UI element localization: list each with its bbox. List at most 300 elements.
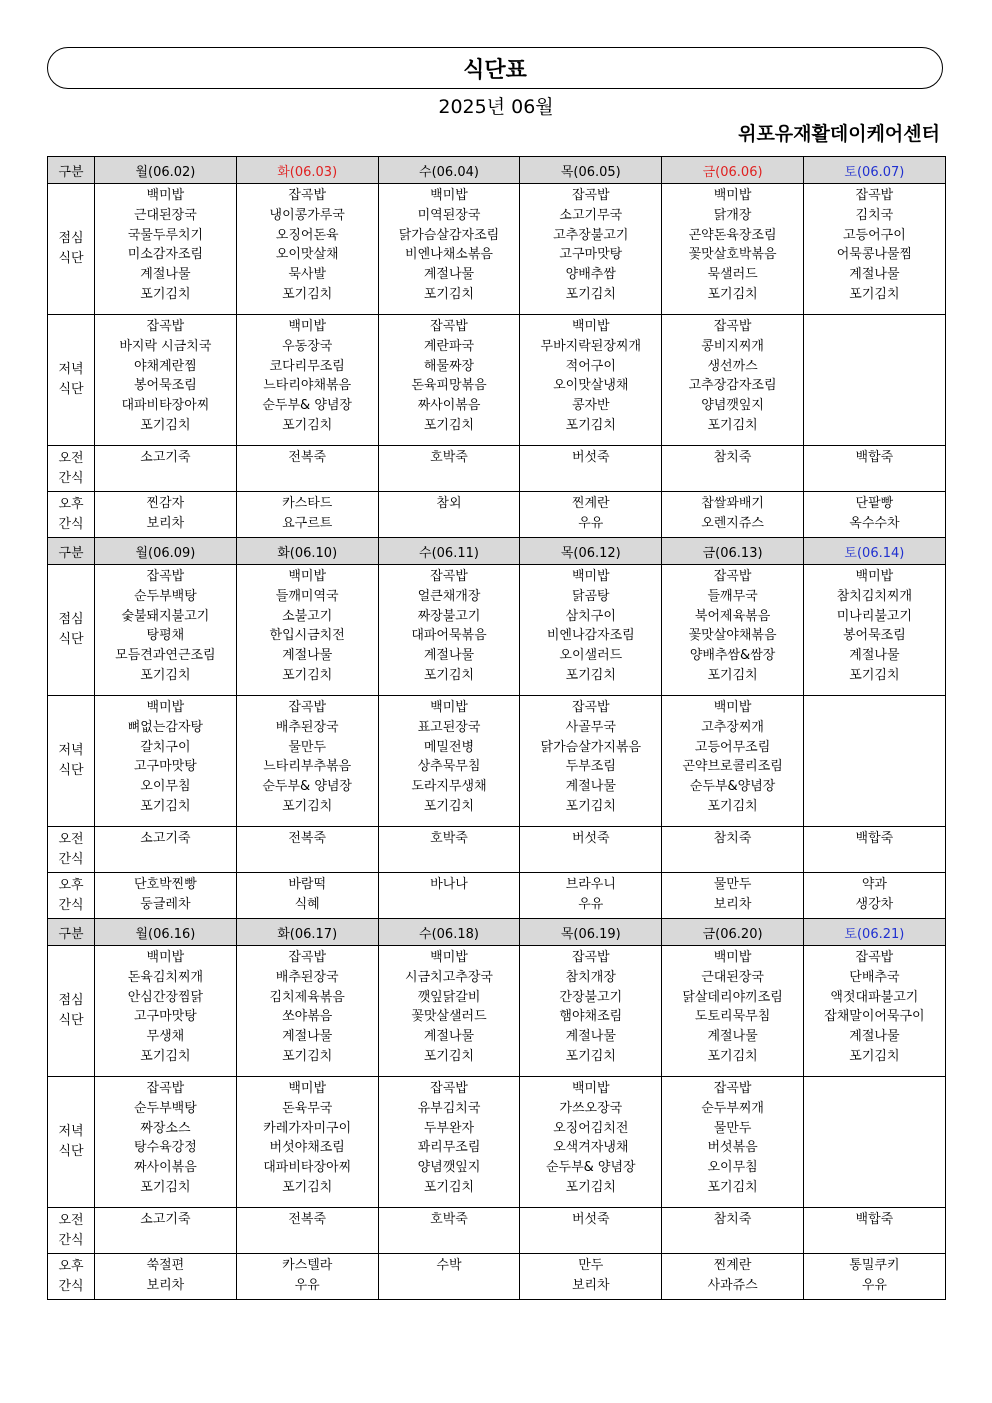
menu-item: 잡곡밥	[713, 319, 752, 334]
menu-item: 쑥절편	[146, 1258, 185, 1273]
menu-item: 바나나	[430, 877, 468, 892]
menu-item: 백미밥	[571, 1081, 610, 1096]
menu-item: 우유	[861, 1277, 887, 1293]
menu-item: 계절나물	[282, 1029, 333, 1045]
category-label: 구분	[48, 919, 95, 946]
menu-item: 계절나물	[423, 1029, 475, 1045]
dinner-label	[48, 1077, 95, 1208]
menu-item: 소불고기	[282, 608, 333, 624]
lunch-label	[48, 946, 95, 1077]
menu-item: 대파비타장아찌	[263, 1160, 352, 1176]
am-snack-cell	[803, 446, 945, 492]
lunch-cell	[803, 184, 945, 315]
menu-item: 포기김치	[423, 417, 475, 433]
menu-item: 포기김치	[140, 1179, 191, 1195]
am-snack-cell	[520, 446, 662, 492]
pm-snack-cell	[378, 1254, 520, 1300]
menu-item: 봉어묵조림	[842, 628, 906, 644]
menu-item: 호박죽	[430, 831, 468, 846]
pm-snack-cell	[520, 873, 662, 919]
menu-item: 우유	[578, 896, 604, 912]
menu-item: 잡곡밥	[146, 1081, 185, 1096]
menu-item: 느타리부추볶음	[263, 759, 352, 775]
menu-item: 숯불돼지불고기	[121, 608, 210, 624]
menu-item: 도토리묵무침	[694, 1009, 771, 1025]
menu-item: 계절나물	[849, 648, 900, 664]
menu-item: 백미밥	[571, 569, 610, 584]
pm-snack-row	[48, 873, 946, 919]
menu-item: 대파비타장아찌	[121, 398, 210, 414]
lunch-cell	[662, 184, 804, 315]
menu-item: 묵사발	[288, 267, 327, 283]
menu-item: 소고기무국	[559, 207, 623, 223]
menu-item: 느타리야채볶음	[263, 378, 352, 394]
dinner-cell	[803, 1077, 945, 1208]
pm-snack-label	[48, 492, 95, 538]
menu-item: 소고기죽	[140, 450, 191, 465]
lunch-cell	[520, 565, 662, 696]
menu-item: 잡곡밥	[288, 188, 327, 203]
menu-item: 순두부백탕	[134, 1100, 197, 1116]
dinner-cell	[236, 315, 378, 446]
menu-item: 순두부& 양념장	[262, 398, 352, 414]
am-snack-label-text: 오전	[58, 831, 84, 847]
menu-item: 들깨무국	[707, 588, 758, 604]
menu-item: 전복죽	[288, 1212, 327, 1227]
menu-item: 고추장불고기	[553, 227, 629, 243]
menu-item: 찹쌀꽈배기	[701, 496, 764, 511]
menu-item: 잡곡밥	[288, 950, 327, 965]
pm-snack-cell	[236, 873, 378, 919]
menu-item: 백미밥	[146, 700, 185, 715]
menu-item: 잡곡밥	[288, 700, 327, 715]
menu-item: 포기김치	[140, 798, 191, 814]
menu-item: 간장불고기	[559, 989, 623, 1005]
menu-item: 포기김치	[423, 286, 475, 302]
menu-item: 포기김치	[849, 1048, 900, 1064]
menu-item: 포기김치	[707, 1179, 758, 1195]
menu-item: 통밀쿠키	[849, 1258, 900, 1273]
menu-item: 김치국	[855, 207, 894, 223]
menu-item: 카레가자미구이	[263, 1120, 352, 1136]
am-snack-label-text: 간식	[58, 470, 84, 486]
menu-item: 콩자반	[571, 398, 610, 414]
menu-item: 포기김치	[565, 286, 616, 302]
menu-item: 들깨미역국	[275, 588, 339, 604]
menu-item: 백합죽	[855, 1212, 894, 1227]
day-header: 수(06.18)	[378, 919, 520, 946]
menu-item: 고추장찌개	[701, 719, 764, 735]
menu-item: 백미밥	[855, 569, 894, 584]
day-header: 화(06.17)	[236, 919, 378, 946]
menu-item: 갈치구이	[140, 739, 191, 755]
pm-snack-cell	[236, 1254, 378, 1300]
menu-item: 미역된장국	[417, 207, 481, 223]
pm-snack-cell	[378, 873, 520, 919]
am-snack-cell	[520, 827, 662, 873]
day-header: 토(06.14)	[803, 538, 945, 565]
dinner-cell	[520, 1077, 662, 1208]
menu-item: 포기김치	[423, 667, 475, 683]
menu-item: 포기김치	[707, 667, 758, 683]
menu-item: 순두부&양념장	[689, 779, 776, 795]
menu-item: 참치죽	[713, 831, 752, 846]
menu-item: 양념깻잎지	[701, 398, 764, 414]
dinner-label-text: 식단	[58, 763, 84, 778]
menu-item: 소고기죽	[140, 1212, 191, 1227]
day-header: 토(06.07)	[803, 157, 945, 184]
menu-item: 햄야채조림	[559, 1009, 623, 1025]
menu-item: 오이맛살냉채	[553, 378, 629, 394]
menu-item: 비엔나감자조림	[546, 628, 635, 644]
menu-item: 백미밥	[713, 700, 752, 715]
menu-item: 유부김치국	[417, 1100, 481, 1116]
menu-item: 계절나물	[707, 1029, 758, 1045]
day-header: 목(06.12)	[520, 538, 662, 565]
menu-item: 깻잎닭갈비	[417, 989, 481, 1005]
dinner-label-text: 저녁	[58, 743, 84, 759]
dinner-label	[48, 696, 95, 827]
dinner-cell	[520, 696, 662, 827]
am-snack-label-text: 간식	[58, 851, 84, 867]
pm-snack-cell	[520, 492, 662, 538]
center-name: 위포유재활데이케어센터	[738, 123, 940, 145]
am-snack-cell	[378, 827, 520, 873]
menu-item: 오이무침	[707, 1160, 758, 1176]
am-snack-label	[48, 827, 95, 873]
menu-item: 백미밥	[288, 569, 327, 584]
menu-item: 닭곰탕	[571, 588, 610, 604]
menu-item: 보리차	[146, 515, 185, 531]
menu-item: 고등어무조림	[694, 739, 771, 755]
menu-item: 야채계란찜	[134, 358, 197, 374]
lunch-cell	[520, 946, 662, 1077]
menu-item: 포기김치	[282, 667, 333, 683]
pm-snack-cell	[236, 492, 378, 538]
dinner-row	[48, 315, 946, 446]
day-header: 목(06.19)	[520, 919, 662, 946]
menu-item: 포기김치	[140, 417, 191, 433]
menu-item: 꽃맛살샐러드	[411, 1009, 487, 1025]
day-header: 목(06.05)	[520, 157, 662, 184]
lunch-label-text: 점심	[58, 231, 84, 247]
am-snack-cell	[95, 446, 237, 492]
day-header: 토(06.21)	[803, 919, 945, 946]
lunch-cell	[95, 184, 237, 315]
pm-snack-label-text: 오후	[58, 1258, 84, 1274]
dinner-cell	[236, 696, 378, 827]
lunch-label	[48, 184, 95, 315]
menu-item: 포기김치	[707, 1048, 758, 1064]
menu-item: 물만두	[288, 739, 327, 755]
menu-item: 소고기죽	[140, 831, 191, 846]
menu-item: 순두부& 양념장	[262, 779, 352, 795]
menu-item: 백미밥	[571, 319, 610, 334]
menu-item: 버섯죽	[571, 1212, 610, 1227]
am-snack-cell	[236, 446, 378, 492]
lunch-cell	[236, 565, 378, 696]
menu-item: 옥수수차	[849, 515, 900, 531]
lunch-cell	[378, 946, 520, 1077]
menu-item: 표고된장국	[417, 719, 481, 735]
am-snack-cell	[520, 1208, 662, 1254]
menu-item: 곤약돈육장조림	[688, 227, 777, 243]
menu-item: 포기김치	[140, 1048, 191, 1064]
menu-item: 백미밥	[713, 188, 752, 203]
lunch-row	[48, 565, 946, 696]
pm-snack-cell	[662, 873, 804, 919]
lunch-label-text: 식단	[58, 251, 84, 266]
menu-item: 김치제육볶음	[269, 989, 345, 1005]
pm-snack-cell	[803, 492, 945, 538]
menu-item: 계절나물	[140, 267, 191, 283]
menu-item: 순두부& 양념장	[545, 1160, 636, 1176]
menu-item: 양배추쌈	[565, 267, 616, 283]
menu-item: 단팥빵	[855, 496, 894, 511]
page-title: 식단표	[47, 47, 943, 89]
day-header: 수(06.04)	[378, 157, 520, 184]
menu-item: 오렌지쥬스	[701, 515, 764, 531]
dinner-cell	[803, 315, 945, 446]
menu-item: 닭가슴살가지볶음	[540, 739, 642, 755]
pm-snack-label	[48, 873, 95, 919]
menu-item: 찐계란	[571, 496, 610, 511]
menu-item: 잡곡밥	[571, 188, 610, 203]
menu-item: 사골무국	[565, 719, 616, 735]
day-header: 금(06.06)	[662, 157, 804, 184]
lunch-cell	[520, 184, 662, 315]
am-snack-cell	[378, 446, 520, 492]
am-snack-row	[48, 446, 946, 492]
pm-snack-label-text: 오후	[58, 877, 84, 893]
dinner-cell	[662, 696, 804, 827]
menu-item: 잡곡밥	[713, 569, 752, 584]
menu-item: 포기김치	[707, 798, 758, 814]
dinner-cell	[520, 315, 662, 446]
menu-item: 짜장불고기	[417, 608, 481, 624]
menu-item: 고구마맛탕	[559, 247, 623, 263]
menu-item: 고등어구이	[842, 227, 906, 243]
menu-item: 짜사이볶음	[134, 1160, 197, 1176]
menu-item: 잡곡밥	[430, 569, 468, 584]
menu-item: 짜장소스	[140, 1120, 191, 1136]
menu-item: 근대된장국	[134, 207, 197, 223]
am-snack-row	[48, 1208, 946, 1254]
dinner-row	[48, 696, 946, 827]
menu-item: 안심간장찜닭	[127, 989, 204, 1005]
menu-item: 고추장감자조림	[688, 378, 777, 394]
menu-item: 포기김치	[849, 667, 900, 683]
menu-item: 포기김치	[849, 286, 900, 302]
menu-item: 보리차	[713, 896, 752, 912]
menu-item: 봉어묵조림	[134, 378, 197, 394]
menu-item: 고구마맛탕	[134, 759, 197, 775]
menu-item: 참치죽	[713, 450, 752, 465]
menu-item: 고구마맛탕	[134, 1009, 197, 1025]
dinner-label	[48, 315, 95, 446]
menu-item: 요구르트	[282, 515, 333, 531]
menu-item: 버섯죽	[571, 831, 610, 846]
menu-item: 잡곡밥	[713, 1081, 752, 1096]
menu-item: 계절나물	[423, 648, 475, 664]
menu-item: 단호박찐빵	[134, 877, 197, 892]
menu-item: 도라지무생채	[411, 779, 487, 795]
am-snack-cell	[236, 827, 378, 873]
menu-item: 버섯볶음	[707, 1140, 758, 1156]
menu-item: 카스텔라	[282, 1258, 333, 1273]
menu-item: 북어제육볶음	[694, 608, 771, 624]
menu-item: 꽃맛살호박볶음	[688, 247, 777, 263]
menu-item: 상추묵무침	[417, 759, 481, 775]
menu-item: 참외	[436, 496, 462, 511]
am-snack-label-text: 오전	[58, 450, 84, 466]
menu-item: 포기김치	[282, 1179, 333, 1195]
am-snack-label-text: 간식	[58, 1232, 84, 1248]
menu-item: 포기김치	[282, 1048, 333, 1064]
menu-item: 탕평채	[146, 628, 185, 644]
lunch-row	[48, 184, 946, 315]
menu-item: 순두부찌개	[701, 1100, 764, 1116]
menu-item: 닭가슴살감자조림	[398, 227, 500, 243]
lunch-cell	[378, 184, 520, 315]
menu-item: 잡곡밥	[855, 188, 894, 203]
menu-item: 콩비지찌개	[701, 338, 764, 354]
menu-item: 가쓰오장국	[559, 1100, 623, 1116]
menu-item: 우유	[294, 1277, 320, 1293]
day-header: 월(06.09)	[95, 538, 237, 565]
dinner-label-text: 저녁	[58, 362, 84, 378]
menu-item: 포기김치	[565, 417, 616, 433]
menu-item: 오징어김치전	[553, 1120, 629, 1136]
category-label: 구분	[48, 538, 95, 565]
menu-item: 코다리무조림	[269, 358, 345, 374]
dinner-cell	[95, 315, 237, 446]
pm-snack-label	[48, 1254, 95, 1300]
pm-snack-cell	[803, 1254, 945, 1300]
lunch-cell	[803, 565, 945, 696]
menu-item: 국물두루치기	[127, 227, 204, 243]
menu-item: 꽈리무조림	[417, 1140, 481, 1156]
menu-item: 비엔나채소볶음	[405, 247, 493, 263]
menu-item: 곤약브로콜리조림	[682, 759, 783, 775]
menu-item: 백미밥	[288, 319, 327, 334]
menu-item: 백미밥	[288, 1081, 327, 1096]
menu-item: 짜사이볶음	[417, 398, 481, 414]
pm-snack-cell	[662, 1254, 804, 1300]
lunch-label-text: 점심	[58, 993, 84, 1009]
menu-item: 포기김치	[140, 286, 191, 302]
pm-snack-row	[48, 1254, 946, 1300]
menu-item: 양배추쌈&쌈장	[689, 648, 776, 664]
menu-item: 잡곡밥	[571, 950, 610, 965]
pm-snack-cell	[95, 1254, 237, 1300]
menu-item: 우유	[578, 515, 604, 531]
menu-item: 버섯죽	[571, 450, 610, 465]
menu-item: 바지락 시금치국	[119, 338, 212, 354]
day-header: 화(06.03)	[236, 157, 378, 184]
menu-item: 잡곡밥	[146, 569, 185, 584]
menu-item: 버섯야채조림	[269, 1140, 345, 1156]
menu-item: 계절나물	[565, 779, 616, 795]
menu-item: 약과	[861, 877, 887, 892]
menu-item: 두부완자	[423, 1120, 475, 1136]
menu-item: 돈육김치찌개	[127, 969, 204, 985]
lunch-cell	[236, 946, 378, 1077]
menu-table	[47, 156, 946, 1300]
menu-item: 액젓대파불고기	[830, 989, 919, 1005]
menu-item: 메밀전병	[423, 739, 475, 755]
dinner-cell	[95, 1077, 237, 1208]
pm-snack-cell	[378, 492, 520, 538]
menu-item: 계절나물	[849, 1029, 900, 1045]
menu-item: 닭살데리야끼조림	[682, 989, 783, 1005]
menu-item: 백미밥	[713, 950, 752, 965]
am-snack-row	[48, 827, 946, 873]
menu-item: 백미밥	[146, 188, 185, 203]
menu-item: 찐감자	[146, 496, 185, 511]
lunch-row	[48, 946, 946, 1077]
menu-item: 우동장국	[282, 338, 333, 354]
day-header: 금(06.20)	[662, 919, 804, 946]
pm-snack-label-text: 간식	[58, 1278, 84, 1294]
am-snack-cell	[803, 827, 945, 873]
dinner-cell	[95, 696, 237, 827]
day-header: 월(06.16)	[95, 919, 237, 946]
menu-item: 양념깻잎지	[417, 1160, 481, 1176]
menu-item: 포기김치	[140, 667, 191, 683]
menu-item: 참치개장	[565, 969, 616, 985]
dinner-label-text: 식단	[58, 1144, 84, 1159]
am-snack-label	[48, 446, 95, 492]
menu-item: 닭개장	[713, 207, 752, 223]
menu-item: 잡곡밥	[571, 700, 610, 715]
am-snack-cell	[236, 1208, 378, 1254]
menu-item: 어묵콩나물찜	[836, 247, 913, 263]
menu-item: 식혜	[294, 896, 320, 912]
menu-item: 배추된장국	[275, 719, 339, 735]
dinner-label-text: 저녁	[58, 1124, 84, 1140]
lunch-label-text: 식단	[58, 1013, 84, 1028]
menu-item: 탕수육강정	[134, 1140, 197, 1156]
menu-item: 포기김치	[423, 798, 475, 814]
menu-item: 계절나물	[423, 267, 475, 283]
menu-item: 잡곡밥	[146, 319, 185, 334]
lunch-label-text: 점심	[58, 612, 84, 628]
dinner-cell	[803, 696, 945, 827]
menu-item: 단배추국	[849, 969, 900, 985]
day-header: 수(06.11)	[378, 538, 520, 565]
menu-item: 수박	[436, 1258, 462, 1273]
lunch-cell	[662, 946, 804, 1077]
menu-item: 잡곡밥	[430, 319, 468, 334]
menu-item: 참치죽	[713, 1212, 752, 1227]
lunch-cell	[95, 565, 237, 696]
menu-item: 오징어돈육	[275, 227, 339, 243]
lunch-cell	[95, 946, 237, 1077]
dinner-cell	[662, 315, 804, 446]
lunch-label-text: 식단	[58, 632, 84, 647]
menu-item: 포기김치	[565, 1048, 616, 1064]
menu-item: 포기김치	[423, 1048, 475, 1064]
menu-item: 대파어묵볶음	[411, 628, 487, 644]
menu-item: 무생채	[146, 1029, 185, 1045]
menu-item: 포기김치	[707, 286, 758, 302]
pm-snack-cell	[662, 492, 804, 538]
lunch-label	[48, 565, 95, 696]
menu-item: 둥글레차	[140, 896, 191, 912]
am-snack-cell	[662, 446, 804, 492]
pm-snack-label-text: 오후	[58, 496, 84, 512]
